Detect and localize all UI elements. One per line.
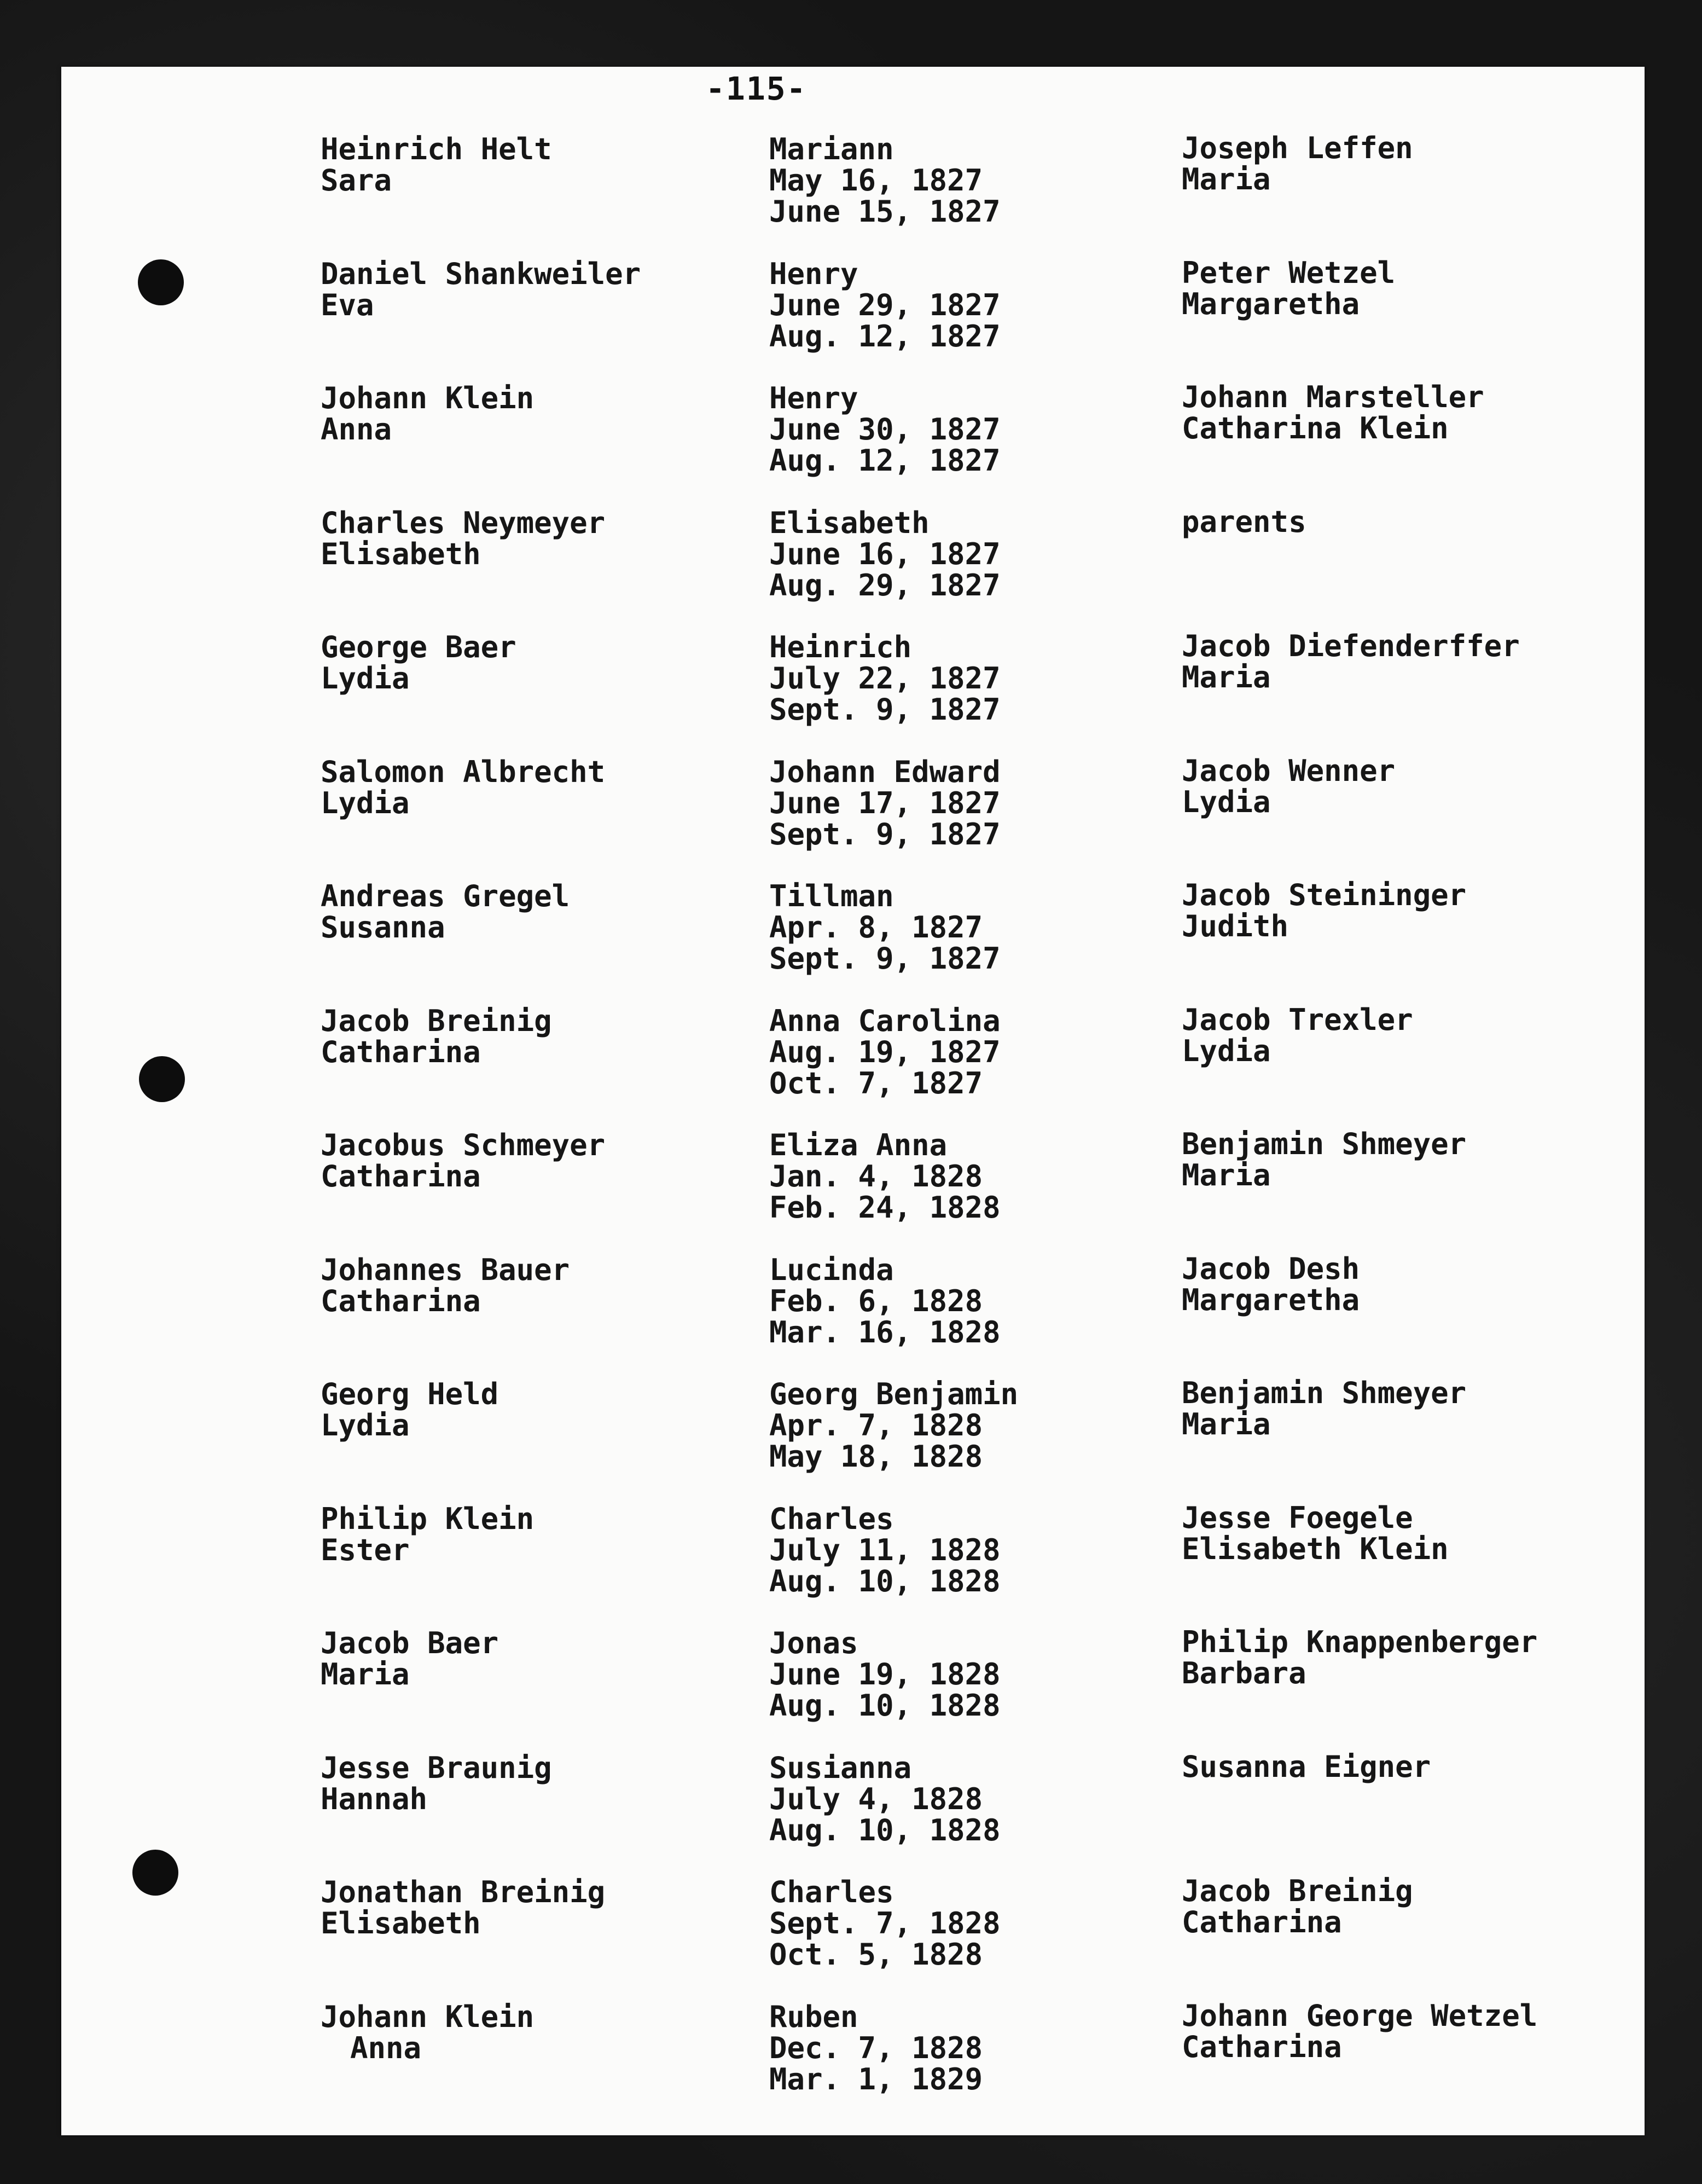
sponsor-name: Margaretha [1182, 286, 1360, 321]
child-cell [769, 1876, 1001, 1970]
baptism-date: June 15, 1827 [769, 194, 1001, 229]
birth-date: Jan. 4, 1828 [769, 1159, 983, 1194]
mother-name: Catharina [321, 1159, 481, 1194]
sponsors-cell [1182, 1751, 1431, 1782]
child-name: Eliza Anna [769, 1128, 948, 1162]
parents-cell [321, 1503, 534, 1566]
child-cell [769, 507, 1001, 601]
baptism-date: Sept. 9, 1827 [769, 816, 1001, 851]
sponsor-name: Jesse Foegele [1182, 1500, 1413, 1535]
child-cell [769, 1503, 1001, 1597]
mother-name: Elisabeth [321, 1906, 481, 1940]
sponsors-cell [1182, 2000, 1537, 2063]
father-name: Charles Neymeyer [321, 505, 606, 540]
parents-cell [321, 880, 570, 943]
birth-date: Sept. 7, 1828 [769, 1906, 1001, 1940]
mother-name: Sara [321, 163, 392, 198]
child-cell [769, 258, 1001, 352]
mother-name: Maria [321, 1657, 410, 1691]
sponsor-name: Johann George Wetzel [1182, 1998, 1538, 2033]
birth-date: July 4, 1828 [769, 1781, 983, 1816]
sponsor-name: Maria [1182, 162, 1271, 196]
birth-date: June 17, 1827 [769, 785, 1001, 820]
mother-name: Anna [350, 2030, 422, 2065]
father-name: Philip Klein [321, 1501, 535, 1536]
parents-cell [321, 1129, 605, 1192]
father-name: Andreas Gregel [321, 879, 570, 913]
child-cell [769, 383, 1001, 476]
parents-cell [321, 2001, 534, 2064]
father-name: George Baer [321, 630, 516, 664]
birth-date: June 16, 1827 [769, 536, 1001, 571]
punch-hole [139, 1056, 185, 1102]
birth-date: July 22, 1827 [769, 661, 1001, 696]
child-cell [769, 1254, 1001, 1348]
father-name: Jacob Baer [321, 1626, 499, 1660]
sponsor-name: Jacob Diefenderffer [1182, 629, 1520, 663]
sponsor-name: Catharina [1182, 2029, 1342, 2064]
father-name: Johannes Bauer [321, 1252, 570, 1287]
child-cell [769, 2001, 983, 2095]
child-name: Ruben [769, 1999, 858, 2034]
sponsor-name: Jacob Breinig [1182, 1874, 1413, 1908]
sponsors-cell [1182, 506, 1306, 537]
baptism-date: Mar. 16, 1828 [769, 1314, 1001, 1349]
birth-date: June 19, 1828 [769, 1657, 1001, 1691]
birth-date: Apr. 7, 1828 [769, 1408, 983, 1443]
father-name: Jacob Breinig [321, 1003, 552, 1038]
sponsor-name: Maria [1182, 1407, 1271, 1441]
parents-cell [321, 507, 605, 570]
child-name: Anna Carolina [769, 1003, 1001, 1038]
baptism-date: Aug. 12, 1827 [769, 443, 1001, 478]
sponsor-name: Philip Knappenberger [1182, 1625, 1538, 1659]
parents-cell [321, 258, 641, 321]
sponsors-cell [1182, 1128, 1466, 1191]
sponsors-cell [1182, 630, 1520, 693]
baptism-date: Feb. 24, 1828 [769, 1190, 1001, 1225]
child-cell [769, 1129, 1001, 1223]
baptism-date: Oct. 5, 1828 [769, 1937, 983, 1972]
sponsor-name: Judith [1182, 909, 1289, 943]
child-name: Henry [769, 256, 858, 291]
baptism-date: Mar. 1, 1829 [769, 2061, 983, 2096]
father-name: Jonathan Breinig [321, 1875, 606, 1909]
child-name: Jonas [769, 1626, 858, 1660]
sponsor-name: Peter Wetzel [1182, 255, 1396, 290]
baptism-date: Aug. 29, 1827 [769, 567, 1001, 603]
parents-cell [321, 1876, 605, 1939]
birth-date: June 30, 1827 [769, 412, 1001, 447]
parents-cell [321, 1752, 552, 1815]
child-cell [769, 756, 1001, 850]
sponsor-name: Benjamin Shmeyer [1182, 1376, 1467, 1410]
baptism-date: Sept. 9, 1827 [769, 692, 1001, 727]
sponsor-name: parents [1182, 504, 1306, 539]
child-cell [769, 1627, 1001, 1721]
child-cell [769, 1378, 1018, 1472]
baptism-date: Aug. 10, 1828 [769, 1563, 1001, 1598]
sponsor-name: Johann Marsteller [1182, 380, 1484, 414]
child-name: Charles [769, 1501, 894, 1536]
child-name: Elisabeth [769, 505, 930, 540]
parents-cell [321, 756, 605, 819]
child-name: Georg Benjamin [769, 1377, 1019, 1411]
baptism-date: Aug. 10, 1828 [769, 1812, 1001, 1847]
parents-cell [321, 134, 552, 196]
baptism-date: May 18, 1828 [769, 1439, 983, 1474]
baptism-date: Oct. 7, 1827 [769, 1065, 983, 1100]
page-number: -115- [706, 70, 807, 107]
sponsor-name: Benjamin Shmeyer [1182, 1127, 1467, 1161]
father-name: Jacobus Schmeyer [321, 1128, 606, 1162]
parents-cell [321, 1627, 498, 1690]
child-cell [769, 880, 1001, 974]
mother-name: Ester [321, 1532, 410, 1567]
sponsors-cell [1182, 132, 1413, 195]
birth-date: Feb. 6, 1828 [769, 1283, 983, 1318]
father-name: Johann Klein [321, 1999, 535, 2034]
parents-cell [321, 383, 534, 445]
parents-cell [321, 1254, 570, 1317]
parents-cell [321, 632, 516, 694]
birth-date: Apr. 8, 1827 [769, 910, 983, 945]
mother-name: Lydia [321, 661, 410, 696]
birth-date: May 16, 1827 [769, 163, 983, 198]
punch-hole [132, 1850, 178, 1896]
child-name: Mariann [769, 132, 894, 166]
sponsor-name: Lydia [1182, 1033, 1271, 1068]
sponsor-name: Maria [1182, 1158, 1271, 1192]
father-name: Daniel Shankweiler [321, 256, 641, 291]
child-name: Heinrich [769, 630, 912, 664]
parents-cell [321, 1005, 552, 1068]
sponsors-cell [1182, 1253, 1360, 1316]
mother-name: Eva [321, 287, 374, 322]
sponsors-cell [1182, 1004, 1413, 1067]
sponsor-name: Margaretha [1182, 1282, 1360, 1317]
child-cell [769, 1005, 1001, 1099]
mother-name: Hannah [321, 1781, 428, 1816]
baptism-date: Sept. 9, 1827 [769, 941, 1001, 976]
sponsor-name: Jacob Trexler [1182, 1002, 1413, 1037]
mother-name: Elisabeth [321, 536, 481, 571]
parents-cell [321, 1378, 498, 1441]
father-name: Jesse Braunig [321, 1750, 552, 1785]
sponsors-cell [1182, 755, 1395, 818]
child-name: Johann Edward [769, 754, 1001, 789]
baptism-date: Aug. 10, 1828 [769, 1688, 1001, 1723]
mother-name: Lydia [321, 785, 410, 820]
baptism-date: Aug. 12, 1827 [769, 318, 1001, 354]
father-name: Heinrich Helt [321, 132, 552, 166]
sponsors-cell [1182, 1875, 1413, 1938]
mother-name: Catharina [321, 1283, 481, 1318]
sponsor-name: Jacob Steininger [1182, 878, 1467, 912]
sponsors-cell [1182, 1626, 1537, 1689]
birth-date: July 11, 1828 [769, 1532, 1001, 1567]
father-name: Salomon Albrecht [321, 754, 606, 789]
father-name: Johann Klein [321, 381, 535, 415]
mother-name: Susanna [321, 910, 445, 945]
sponsor-name: Lydia [1182, 784, 1271, 819]
sponsors-cell [1182, 1502, 1449, 1565]
sponsor-name: Barbara [1182, 1656, 1306, 1690]
sponsor-name: Catharina Klein [1182, 411, 1449, 445]
mother-name: Catharina [321, 1034, 481, 1069]
mother-name: Lydia [321, 1408, 410, 1443]
child-name: Susianna [769, 1750, 912, 1785]
child-cell [769, 1752, 1001, 1846]
sponsors-cell [1182, 381, 1484, 444]
birth-date: Dec. 7, 1828 [769, 2030, 983, 2065]
sponsor-name: Elisabeth Klein [1182, 1531, 1449, 1566]
birth-date: Aug. 19, 1827 [769, 1034, 1001, 1069]
sponsor-name: Jacob Wenner [1182, 753, 1396, 788]
sponsors-cell [1182, 1377, 1466, 1440]
sponsor-name: Susanna Eigner [1182, 1749, 1431, 1784]
sponsors-cell [1182, 879, 1466, 942]
child-name: Charles [769, 1875, 894, 1909]
child-cell [769, 632, 1001, 725]
child-name: Tillman [769, 879, 894, 913]
child-name: Lucinda [769, 1252, 894, 1287]
sponsor-name: Maria [1182, 660, 1271, 694]
father-name: Georg Held [321, 1377, 499, 1411]
sponsor-name: Joseph Leffen [1182, 131, 1413, 165]
punch-hole [138, 259, 184, 305]
sponsor-name: Catharina [1182, 1905, 1342, 1939]
sponsors-cell [1182, 257, 1395, 320]
child-cell [769, 134, 1001, 227]
sponsor-name: Jacob Desh [1182, 1251, 1360, 1286]
child-name: Henry [769, 381, 858, 415]
mother-name: Anna [321, 412, 392, 447]
birth-date: June 29, 1827 [769, 287, 1001, 322]
